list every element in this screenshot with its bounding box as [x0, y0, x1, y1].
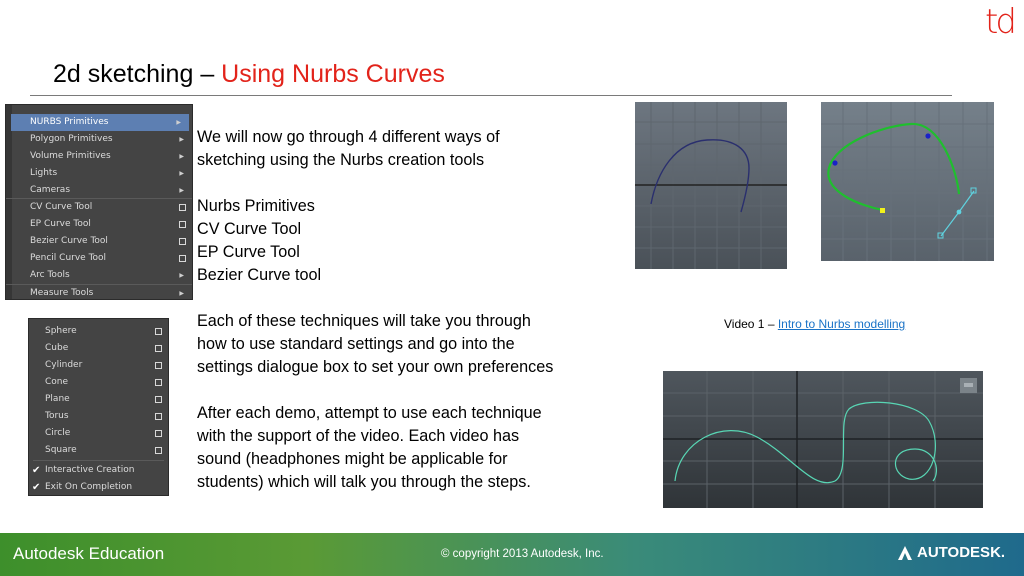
option-box-icon[interactable]	[155, 379, 162, 386]
paragraph-line: how to use standard settings and go into the	[197, 335, 515, 353]
submenu-arrow-icon: ▶	[179, 153, 184, 160]
slide-title	[53, 60, 445, 89]
technique-item: Bezier Curve tool	[197, 266, 322, 284]
submenu-arrow-icon: ▶	[179, 136, 184, 143]
menu-item-ep-curve-tool[interactable]: EP Curve Tool	[6, 216, 192, 233]
autodesk-wordmark: AUTODESK.	[917, 544, 1006, 561]
body-text	[197, 126, 627, 494]
submenu-arrow-icon: ▶	[179, 187, 184, 194]
footer-bar	[0, 533, 1024, 576]
paragraph-line: Each of these techniques will take you through	[197, 312, 531, 330]
intro-line: We will now go through 4 different ways of	[197, 128, 500, 146]
create-menu-screenshot	[5, 104, 193, 300]
viewport-pencil-curve-image	[635, 102, 787, 269]
autodesk-a-icon	[897, 545, 913, 561]
menu-item-volume-primitives[interactable]: Volume Primitives ▶	[6, 148, 192, 165]
menu-item-measure-tools[interactable]: Measure Tools ▶	[6, 284, 192, 301]
menu-item-interactive-creation[interactable]: ✔ Interactive Creation	[29, 462, 168, 479]
footer-brand: Autodesk Education	[13, 544, 165, 563]
viewport-cv-curve-image	[821, 102, 994, 261]
video-link[interactable]: Intro to Nurbs modelling	[777, 317, 906, 331]
submenu-arrow-icon: ▶	[179, 290, 184, 297]
menu-item-polygon-primitives[interactable]: Polygon Primitives ▶	[6, 131, 192, 148]
menu-item-cylinder[interactable]: Cylinder	[29, 357, 168, 374]
option-box-icon[interactable]	[155, 328, 162, 335]
menu-item-pencil-curve-tool[interactable]: Pencil Curve Tool	[6, 250, 192, 267]
menu-item-plane[interactable]: Plane	[29, 391, 168, 408]
option-box-icon[interactable]	[179, 204, 186, 211]
menu-item-sphere[interactable]: Sphere	[29, 323, 168, 340]
menu-item-exit-on-completion[interactable]: ✔ Exit On Completion	[29, 479, 168, 496]
submenu-arrow-icon: ▶	[179, 272, 184, 279]
menu-item-arc-tools[interactable]: Arc Tools ▶	[6, 267, 192, 284]
option-box-icon[interactable]	[155, 430, 162, 437]
menu-item-lights[interactable]: Lights ▶	[6, 165, 192, 182]
option-box-icon[interactable]	[155, 396, 162, 403]
menu-item-cube[interactable]: Cube	[29, 340, 168, 357]
title-main: 2d sketching –	[53, 60, 222, 88]
checkmark-icon: ✔	[32, 465, 41, 476]
option-box-icon[interactable]	[155, 413, 162, 420]
menu-item-cone[interactable]: Cone	[29, 374, 168, 391]
technique-item: EP Curve Tool	[197, 243, 300, 261]
checkmark-icon: ✔	[32, 482, 41, 493]
paragraph-line: settings dialogue box to set your own preferences	[197, 358, 554, 376]
td-logo: td	[985, 2, 1014, 42]
paragraph-line: After each demo, attempt to use each technique	[197, 404, 542, 422]
paragraph-line: with the support of the video. Each video has	[197, 427, 520, 445]
menu-item-square[interactable]: Square	[29, 442, 168, 459]
option-box-icon[interactable]	[155, 362, 162, 369]
intro-line: sketching using the Nurbs creation tools	[197, 151, 485, 169]
technique-item: CV Curve Tool	[197, 220, 302, 238]
menu-item-nurbs-primitives[interactable]: NURBS Primitives ▶	[11, 114, 189, 131]
paragraph-line: sound (headphones might be applicable for	[197, 450, 508, 468]
submenu-arrow-icon: ▶	[176, 119, 181, 126]
option-box-icon[interactable]	[179, 238, 186, 245]
option-box-icon[interactable]	[155, 345, 162, 352]
paragraph-line: students) which will talk you through the steps.	[197, 473, 531, 491]
menu-item-cv-curve-tool[interactable]: CV Curve Tool	[6, 199, 192, 216]
technique-item: Nurbs Primitives	[197, 197, 315, 215]
menu-item-bezier-curve-tool[interactable]: Bezier Curve Tool	[6, 233, 192, 250]
option-box-icon[interactable]	[179, 221, 186, 228]
submenu-arrow-icon: ▶	[179, 170, 184, 177]
option-box-icon[interactable]	[179, 255, 186, 262]
title-accent: Using Nurbs Curves	[221, 60, 445, 88]
video-caption	[724, 317, 905, 331]
caption-prefix: Video 1 –	[724, 317, 778, 331]
menu-item-circle[interactable]: Circle	[29, 425, 168, 442]
video-thumbnail-image	[663, 371, 983, 508]
option-box-icon[interactable]	[155, 447, 162, 454]
menu-item-torus[interactable]: Torus	[29, 408, 168, 425]
footer-copyright: © copyright 2013 Autodesk, Inc.	[441, 548, 604, 560]
nurbs-primitives-menu-screenshot	[28, 318, 169, 496]
autodesk-logo	[897, 544, 1005, 561]
menu-item-cameras[interactable]: Cameras ▶	[6, 182, 192, 199]
title-divider	[30, 95, 952, 96]
